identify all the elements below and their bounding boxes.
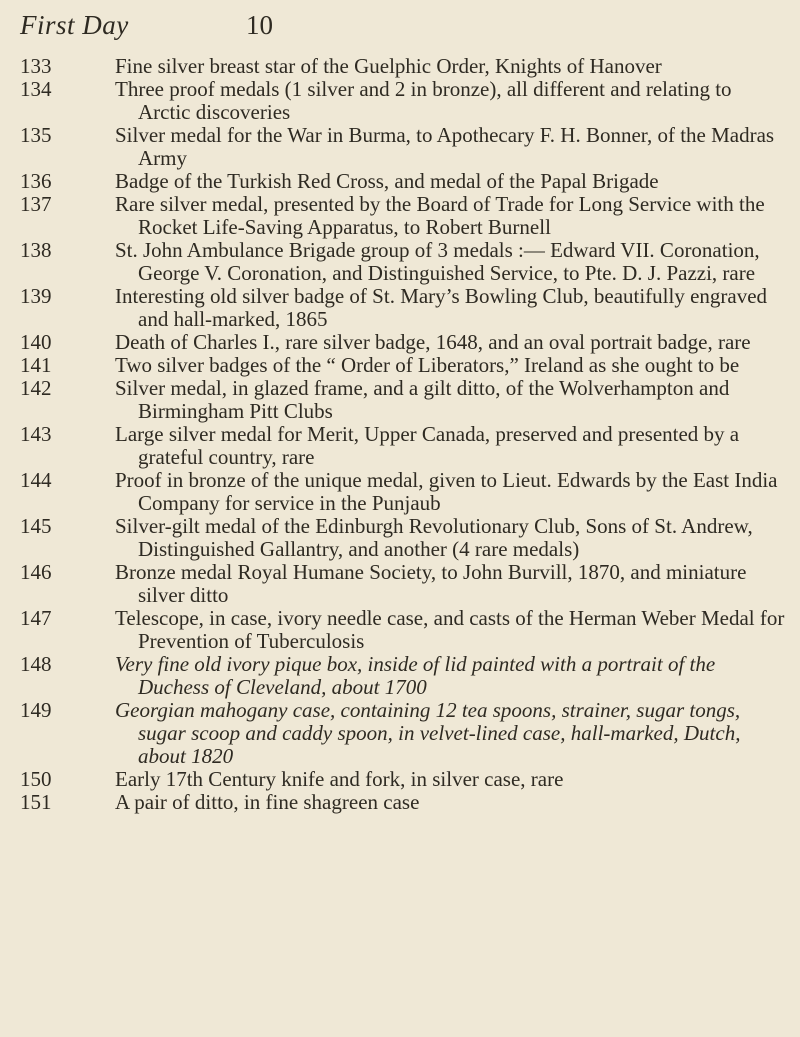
lot-entry bbox=[0, 469, 800, 515]
lot-entry bbox=[0, 331, 800, 354]
lot-number: 141 bbox=[20, 353, 52, 377]
lot-number: 143 bbox=[20, 422, 52, 446]
lot-entry bbox=[0, 170, 800, 193]
lot-description: Interesting old silver badge of St. Mary’s Bowling Club, beautifully engraved and hall-marked, 1865 bbox=[115, 284, 768, 331]
lot-description: Silver-gilt medal of the Edinburgh Revolutionary Club, Sons of St. Andrew, Distinguished Gallantry, and another (4 rare medals) bbox=[115, 514, 753, 561]
lot-number: 137 bbox=[20, 192, 52, 216]
lot-number: 136 bbox=[20, 169, 52, 193]
lot-number: 139 bbox=[20, 284, 52, 308]
lot-number: 142 bbox=[20, 376, 52, 400]
lot-description: A pair of ditto, in fine shagreen case bbox=[115, 790, 420, 814]
lot-number: 145 bbox=[20, 514, 52, 538]
lot-description: St. John Ambulance Brigade group of 3 medals :— Edward VII. Coronation, George V. Coronation, and Distinguished Service, to Pte. D. J. Pazzi, rare bbox=[115, 238, 760, 285]
lot-entry bbox=[0, 515, 800, 561]
lot-number: 146 bbox=[20, 560, 52, 584]
lot-description: Bronze medal Royal Humane Society, to John Burvill, 1870, and miniature silver ditto bbox=[115, 560, 747, 607]
lot-description: Large silver medal for Merit, Upper Canada, preserved and presented by a grateful country, rare bbox=[115, 422, 740, 469]
lot-description: Georgian mahogany case, containing 12 tea spoons, strainer, sugar tongs, sugar scoop and caddy spoon, in velvet-lined case, hall-marked, Dutch, about 1820 bbox=[115, 698, 741, 768]
lot-description: Fine silver breast star of the Guelphic Order, Knights of Hanover bbox=[115, 54, 662, 78]
lot-entry bbox=[0, 561, 800, 607]
lot-description: Badge of the Turkish Red Cross, and medal of the Papal Brigade bbox=[115, 169, 659, 193]
lot-entry bbox=[0, 791, 800, 814]
section-title: First Day bbox=[20, 10, 129, 40]
lot-number: 144 bbox=[20, 468, 52, 492]
lot-number: 134 bbox=[20, 77, 52, 101]
lot-entry bbox=[0, 124, 800, 170]
lot-entry bbox=[0, 377, 800, 423]
lot-entry bbox=[0, 55, 800, 78]
lot-entry bbox=[0, 354, 800, 377]
lot-entry bbox=[0, 768, 800, 791]
lot-number: 149 bbox=[20, 698, 52, 722]
lot-description: Three proof medals (1 silver and 2 in bronze), all different and relating to Arctic discoveries bbox=[115, 77, 732, 124]
lot-number: 148 bbox=[20, 652, 52, 676]
lot-entry bbox=[0, 699, 800, 768]
lot-entry bbox=[0, 78, 800, 124]
lot-description: Death of Charles I., rare silver badge, 1648, and an oval portrait badge, rare bbox=[115, 330, 751, 354]
lot-entry bbox=[0, 607, 800, 653]
lot-number: 133 bbox=[20, 54, 52, 78]
lot-entry bbox=[0, 193, 800, 239]
page-header bbox=[20, 10, 780, 40]
lot-description: Silver medal, in glazed frame, and a gilt ditto, of the Wolverhampton and Birmingham Pitt Clubs bbox=[115, 376, 730, 423]
lot-description: Telescope, in case, ivory needle case, and casts of the Herman Weber Medal for Prevention of Tuberculosis bbox=[115, 606, 785, 653]
lot-number: 138 bbox=[20, 238, 52, 262]
lot-entry bbox=[0, 653, 800, 699]
lot-number: 150 bbox=[20, 767, 52, 791]
lot-description: Two silver badges of the “ Order of Liberators,” Ireland as she ought to be bbox=[115, 353, 740, 377]
lot-description: Silver medal for the War in Burma, to Apothecary F. H. Bonner, of the Madras Army bbox=[115, 123, 775, 170]
page-number: 10 bbox=[246, 10, 273, 40]
lot-entry bbox=[0, 423, 800, 469]
lot-number: 151 bbox=[20, 790, 52, 814]
lot-number: 147 bbox=[20, 606, 52, 630]
lot-entry bbox=[0, 285, 800, 331]
lot-description: Proof in bronze of the unique medal, given to Lieut. Edwards by the East India Company for service in the Punjaub bbox=[115, 468, 778, 515]
lot-description: Early 17th Century knife and fork, in silver case, rare bbox=[115, 767, 564, 791]
lot-list bbox=[0, 55, 800, 814]
lot-description: Very fine old ivory pique box, inside of lid painted with a portrait of the Duchess of Cleveland, about 1700 bbox=[115, 652, 716, 699]
lot-number: 140 bbox=[20, 330, 52, 354]
lot-description: Rare silver medal, presented by the Board of Trade for Long Service with the Rocket Life-Saving Apparatus, to Robert Burnell bbox=[115, 192, 765, 239]
lot-number: 135 bbox=[20, 123, 52, 147]
lot-entry bbox=[0, 239, 800, 285]
